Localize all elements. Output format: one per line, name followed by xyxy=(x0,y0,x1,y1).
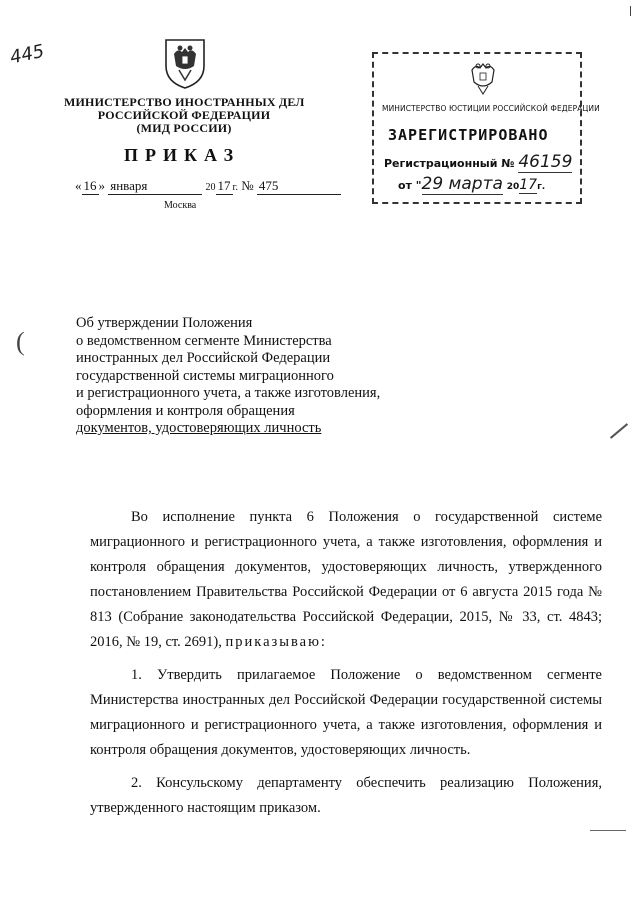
subject-line-7: документов, удостоверяющих личность xyxy=(76,420,322,436)
coat-of-arms-icon xyxy=(160,36,210,90)
ministry-header xyxy=(64,96,304,135)
scan-mark xyxy=(630,6,631,16)
ministry-line-2: РОССИЙСКОЙ ФЕДЕРАЦИИ xyxy=(97,108,271,122)
stamp-year-prefix: 20 xyxy=(506,182,520,192)
stamp-date-row xyxy=(398,174,545,194)
subject-line-1: Об утверждении Положения xyxy=(76,315,253,331)
order-year-prefix: 20 xyxy=(205,182,216,193)
order-body xyxy=(90,505,602,829)
stamp-date-value: 29 марта xyxy=(421,174,503,194)
order-year-unit: г. xyxy=(232,182,238,193)
date-close-quote: » xyxy=(98,178,105,193)
order-city: Москва xyxy=(164,200,197,211)
order-year-suffix: 17 xyxy=(217,178,231,193)
stamp-status: ЗАРЕГИСТРИРОВАНО xyxy=(388,126,549,144)
ministry-line-1: МИНИСТЕРСТВО ИНОСТРАННЫХ ДЕЛ xyxy=(64,95,305,109)
registration-stamp xyxy=(372,52,600,204)
subject-line-5: и регистрационного учета, а также изготовления, xyxy=(76,385,381,401)
stamp-agency: МИНИСТЕРСТВО ЮСТИЦИИ РОССИЙСКОЙ ФЕДЕРАЦИИ xyxy=(382,104,600,113)
order-day: 16 xyxy=(83,178,97,193)
item-2-paragraph: 2. Консульскому департаменту обеспечить реализацию Положения, утвержденного настоящим приказом. xyxy=(90,775,602,816)
subject-line-2: о ведомственном сегменте Министерства xyxy=(76,332,332,349)
order-number: 475 xyxy=(257,178,341,195)
subject-line-4: государственной системы миграционного xyxy=(76,367,334,384)
preamble-paragraph xyxy=(90,505,602,655)
subject-line-6: оформления и контроля обращения xyxy=(76,402,295,419)
stamp-year-unit: г. xyxy=(537,182,546,192)
preamble-text: Во исполнение пункта 6 Положения о государственной системе миграционного и регистрационного учета, а также изготовления, оформления и контроля обращения документов, удостоверяющих личность, утвержденного постановлением Правительства Российской Федерации от 6 августа 2015 года № 813 (Собрание законодательства Российской Федерации, 2015, № 33, ст. 4843; 2016, № 19, ст. 2691), xyxy=(90,509,602,650)
stamp-eagle-icon xyxy=(466,60,500,96)
stamp-date-label: от " xyxy=(398,179,422,192)
date-open-quote: « xyxy=(75,178,82,193)
ministry-line-3: (МИД РОССИИ) xyxy=(136,121,232,135)
item-1-paragraph: 1. Утвердить прилагаемое Положение о ведомственном сегменте Министерства иностранных дел Российской Федерации государственной системы миграционного и регистрационного учета, а также изготовления, оформления и контроля обращения документов, удостоверяющих личность. xyxy=(90,667,602,758)
margin-tick xyxy=(610,423,628,439)
footer-line xyxy=(590,830,626,831)
order-number-label: № xyxy=(241,178,254,193)
stamp-year-suffix: 17 xyxy=(519,177,538,193)
order-month: января xyxy=(108,178,202,195)
order-title: ПРИКАЗ xyxy=(124,145,241,165)
stamp-reg-number: 46159 xyxy=(518,152,573,172)
stamp-registration-row xyxy=(384,152,572,172)
subject-line-3: иностранных дел Российской Федерации xyxy=(76,350,331,366)
margin-mark-icon: ( xyxy=(16,327,25,356)
handwritten-number: 445 xyxy=(8,40,47,69)
order-subject xyxy=(76,315,406,438)
preamble-command: приказываю: xyxy=(225,634,327,650)
order-date-row xyxy=(75,178,341,195)
stamp-reg-label: Регистрационный № xyxy=(384,157,515,170)
